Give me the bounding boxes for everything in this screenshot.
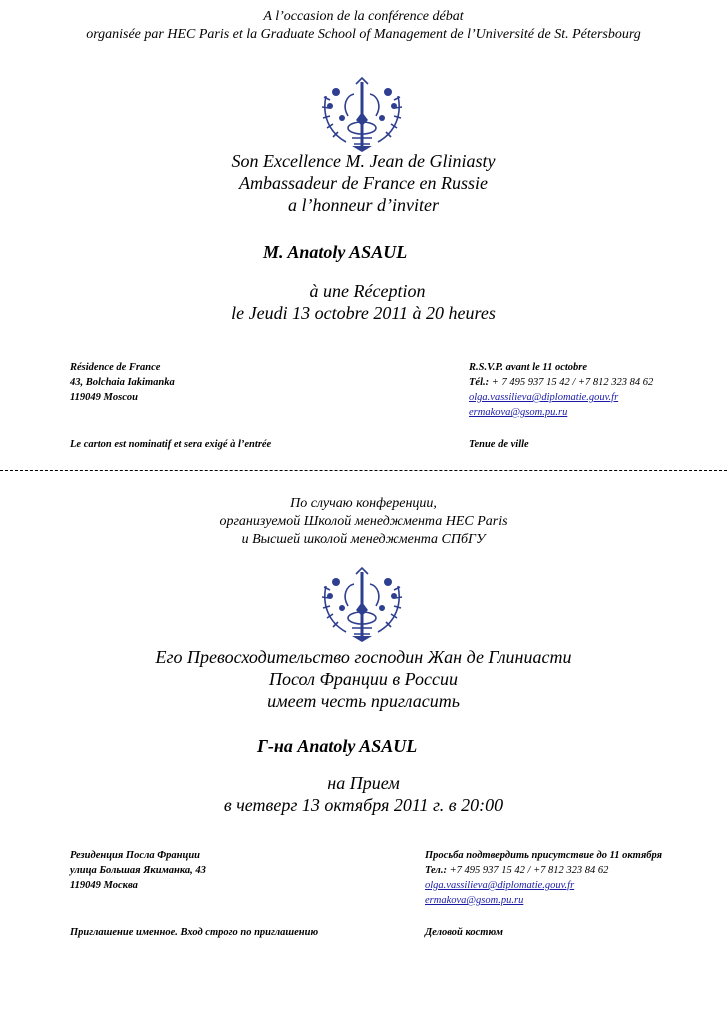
- fr-venue-line-2: 43, Bolchaia Iakimanka: [70, 377, 175, 388]
- ru-host-line-3: имеет честь пригласить: [267, 691, 460, 711]
- ru-host-line-1: Его Превосходительство господин Жан де Глиниасти: [155, 647, 572, 667]
- fr-venue-line-1: Résidence de France: [70, 362, 161, 373]
- fr-host-line-3: a l’honneur d’inviter: [288, 195, 439, 215]
- cut-line-divider: [0, 470, 727, 471]
- ru-occasion-line-1: По случаю конференции,: [290, 496, 437, 511]
- ru-event: [0, 772, 727, 816]
- fr-host-line-2: Ambassadeur de France en Russie: [239, 173, 488, 193]
- ru-occasion-line-2: организуемой Школой менеджмента HEC Paris: [219, 514, 508, 529]
- fr-host: [0, 150, 727, 216]
- fr-event-line-2: le Jeudi 13 octobre 2011 à 20 heures: [231, 303, 496, 323]
- fr-occasion-line-2: organisée par HEC Paris et la Graduate School of Management de l’Université de St. Pétersbourg: [86, 27, 641, 42]
- ru-rsvp-title: Просьба подтвердить присутствие до 11 октября: [425, 850, 663, 861]
- ru-card-note: Приглашение именное. Вход строго по приглашению: [70, 927, 319, 938]
- ru-host: [0, 646, 727, 712]
- ru-venue-line-1: Резиденция Посла Франции: [70, 850, 201, 861]
- fr-card-note: Le carton est nominatif et sera exigé à l’entrée: [70, 439, 272, 450]
- fr-rsvp-phone-label: Tél.:: [469, 377, 490, 388]
- ru-event-line-2: в четверг 13 октября 2011 г. в 20:00: [223, 795, 504, 815]
- ru-rsvp-phone: +7 495 937 15 42 / +7 812 323 84 62: [446, 865, 609, 876]
- ru-rsvp: [425, 848, 662, 908]
- fr-rsvp-phone-line: [469, 375, 653, 390]
- fr-email-link-olga[interactable]: olga.vassilieva@diplomatie.gouv.fr: [469, 392, 619, 403]
- ru-email-link-olga[interactable]: olga.vassilieva@diplomatie.gouv.fr: [425, 880, 575, 891]
- ru-event-line-1: на Прием: [327, 773, 400, 793]
- fr-event-line-1: à une Réception: [309, 281, 426, 301]
- republic-emblem-icon-ru: [316, 566, 408, 644]
- ru-email-link-ermakova[interactable]: ermakova@gsom.pu.ru: [425, 895, 524, 906]
- fr-host-line-1: Son Excellence M. Jean de Gliniasty: [231, 151, 496, 171]
- ru-venue: [70, 848, 206, 893]
- fr-rsvp-phone: + 7 495 937 15 42 / +7 812 323 84 62: [489, 377, 654, 388]
- fr-guest-name: M. Anatoly ASAUL: [263, 242, 408, 262]
- ru-rsvp-phone-label: Тел.:: [425, 865, 447, 876]
- ru-venue-line-2: улица Большая Якиманка, 43: [70, 865, 206, 876]
- republic-emblem-icon: [316, 76, 408, 154]
- fr-venue-line-3: 119049 Moscou: [70, 392, 138, 403]
- ru-guest-name: Г-на Anatoly ASAUL: [257, 736, 418, 756]
- fr-email-link-ermakova[interactable]: ermakova@gsom.pu.ru: [469, 407, 568, 418]
- fr-event: [0, 280, 727, 324]
- ru-venue-line-3: 119049 Москва: [70, 880, 138, 891]
- ru-rsvp-phone-line: [425, 863, 662, 878]
- fr-rsvp: [469, 360, 653, 420]
- fr-occasion: [0, 8, 727, 44]
- fr-occasion-line-1: A l’occasion de la conférence débat: [263, 9, 464, 24]
- ru-occasion-line-3: и Высшей школой менеджмента СПбГУ: [241, 532, 486, 547]
- ru-occasion: [0, 495, 727, 549]
- fr-rsvp-title: R.S.V.P. avant le 11 octobre: [469, 362, 588, 373]
- fr-venue: [70, 360, 175, 405]
- fr-dress-code: Tenue de ville: [469, 439, 529, 450]
- ru-dress-code: Деловой костюм: [425, 927, 503, 938]
- ru-host-line-2: Посол Франции в России: [269, 669, 458, 689]
